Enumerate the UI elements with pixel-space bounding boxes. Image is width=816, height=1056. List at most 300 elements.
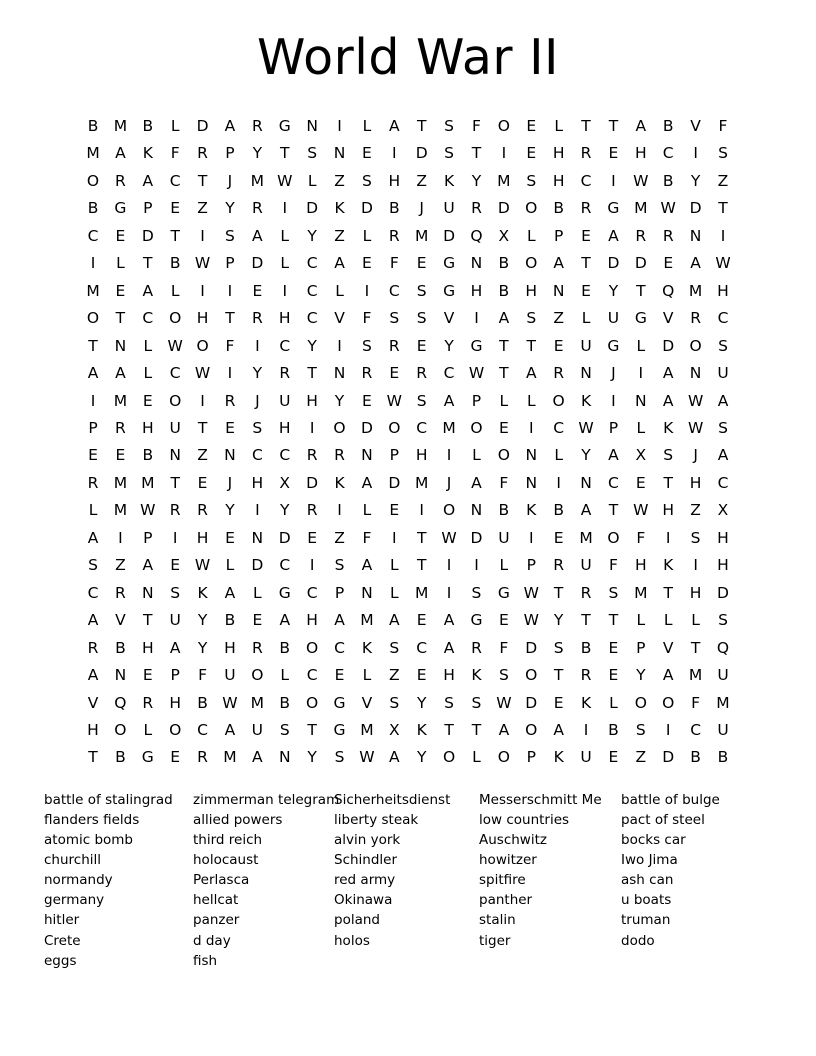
word-list-item[interactable]: truman — [621, 912, 671, 929]
grid-letter[interactable]: K — [361, 638, 372, 657]
grid-letter[interactable]: K — [580, 391, 592, 410]
grid-letter[interactable]: M — [634, 583, 648, 602]
grid-letter[interactable]: A — [142, 556, 154, 575]
grid-letter[interactable]: H — [717, 281, 729, 300]
grid-letter[interactable]: L — [691, 611, 700, 630]
grid-letter[interactable]: C — [197, 720, 208, 739]
grid-letter[interactable]: Z — [690, 501, 701, 520]
grid-letter[interactable]: M — [360, 720, 374, 739]
grid-letter[interactable]: T — [663, 583, 673, 602]
grid-letter[interactable]: R — [115, 171, 126, 190]
grid-letter[interactable]: S — [307, 144, 318, 163]
grid-letter[interactable]: Z — [388, 666, 400, 685]
grid-letter[interactable]: E — [581, 226, 591, 245]
grid-letter[interactable]: M — [223, 748, 237, 767]
grid-letter[interactable]: W — [194, 556, 211, 575]
grid-letter[interactable]: I — [611, 171, 616, 190]
grid-letter[interactable]: E — [142, 666, 153, 685]
grid-letter[interactable]: R — [388, 336, 400, 355]
grid-letter[interactable]: W — [468, 364, 485, 383]
grid-letter[interactable]: E — [416, 336, 427, 355]
grid-letter[interactable]: H — [552, 144, 565, 163]
grid-letter[interactable]: D — [662, 336, 675, 355]
grid-letter[interactable]: L — [335, 281, 344, 300]
grid-letter[interactable]: F — [362, 528, 372, 547]
grid-letter[interactable]: M — [141, 473, 155, 492]
grid-letter[interactable]: A — [334, 254, 345, 273]
word-list-item[interactable]: Okinawa — [334, 892, 393, 909]
grid-letter[interactable]: W — [496, 693, 512, 712]
grid-letter[interactable]: R — [279, 364, 291, 383]
grid-letter[interactable]: A — [717, 446, 729, 465]
grid-letter[interactable]: B — [279, 693, 291, 712]
grid-letter[interactable]: C — [717, 309, 729, 328]
grid-letter[interactable]: P — [225, 144, 235, 163]
grid-letter[interactable]: I — [419, 501, 424, 520]
grid-letter[interactable]: A — [553, 254, 564, 273]
grid-letter[interactable]: N — [689, 226, 702, 245]
grid-letter[interactable]: H — [415, 446, 428, 465]
grid-letter[interactable]: M — [415, 583, 429, 602]
grid-letter[interactable]: Q — [470, 226, 483, 245]
grid-letter[interactable]: H — [552, 171, 565, 190]
grid-letter[interactable]: H — [224, 638, 236, 657]
grid-letter[interactable]: Y — [553, 611, 564, 630]
grid-letter[interactable]: D — [689, 199, 702, 218]
grid-letter[interactable]: B — [87, 117, 99, 135]
grid-letter[interactable]: Z — [334, 226, 345, 245]
grid-letter[interactable]: O — [388, 418, 401, 437]
grid-letter[interactable]: L — [253, 583, 262, 602]
grid-letter[interactable]: E — [608, 748, 619, 767]
grid-letter[interactable]: M — [360, 611, 374, 630]
grid-letter[interactable]: V — [87, 693, 99, 712]
grid-letter[interactable]: P — [143, 199, 153, 218]
grid-letter[interactable]: T — [170, 473, 180, 492]
grid-letter[interactable]: L — [609, 693, 618, 712]
grid-letter[interactable]: L — [362, 501, 372, 520]
grid-letter[interactable]: X — [388, 720, 400, 739]
grid-letter[interactable]: W — [633, 171, 649, 190]
grid-letter[interactable]: E — [389, 364, 400, 383]
grid-letter[interactable]: F — [718, 117, 728, 135]
grid-letter[interactable]: P — [526, 556, 536, 575]
grid-letter[interactable]: T — [307, 720, 317, 739]
grid-letter[interactable]: Z — [334, 528, 345, 547]
word-list-item[interactable]: allied powers — [193, 811, 283, 828]
grid-letter[interactable]: W — [277, 171, 293, 190]
grid-letter[interactable]: D — [141, 226, 154, 245]
grid-letter[interactable]: Q — [662, 281, 675, 300]
grid-letter[interactable]: C — [169, 171, 181, 190]
grid-letter[interactable]: K — [416, 720, 427, 739]
grid-letter[interactable]: A — [662, 666, 674, 685]
grid-letter[interactable]: J — [693, 446, 698, 465]
grid-letter[interactable]: E — [526, 144, 537, 163]
grid-letter[interactable]: E — [142, 391, 153, 410]
grid-letter[interactable]: A — [142, 281, 154, 300]
word-list-item[interactable]: zimmerman telegram — [193, 791, 340, 808]
grid-letter[interactable]: D — [251, 254, 264, 273]
grid-letter[interactable]: G — [497, 583, 510, 602]
grid-letter[interactable]: X — [717, 501, 729, 520]
grid-letter[interactable]: T — [499, 364, 509, 383]
grid-letter[interactable]: D — [388, 473, 401, 492]
grid-letter[interactable]: I — [474, 556, 479, 575]
grid-letter[interactable]: Q — [716, 638, 730, 657]
grid-letter[interactable]: R — [553, 364, 565, 383]
grid-letter[interactable]: C — [87, 226, 99, 245]
grid-letter[interactable]: B — [224, 611, 236, 630]
grid-letter[interactable]: S — [170, 583, 181, 602]
grid-letter[interactable]: O — [169, 309, 182, 328]
grid-letter[interactable]: E — [608, 666, 619, 685]
grid-letter[interactable]: M — [250, 693, 265, 712]
grid-letter[interactable]: M — [86, 281, 100, 300]
grid-letter[interactable]: S — [718, 611, 728, 630]
grid-letter[interactable]: L — [472, 748, 481, 767]
grid-letter[interactable]: Q — [114, 693, 127, 712]
grid-letter[interactable]: G — [607, 336, 620, 355]
grid-letter[interactable]: L — [280, 666, 290, 685]
grid-letter[interactable]: R — [580, 144, 592, 163]
grid-letter[interactable]: K — [471, 666, 482, 685]
grid-letter[interactable]: H — [717, 556, 729, 575]
grid-letter[interactable]: T — [608, 501, 619, 520]
grid-letter[interactable]: I — [200, 281, 205, 300]
grid-letter[interactable]: B — [115, 748, 126, 767]
grid-letter[interactable]: N — [689, 364, 702, 383]
grid-letter[interactable]: I — [392, 528, 397, 547]
grid-letter[interactable]: J — [227, 171, 233, 190]
grid-letter[interactable]: B — [142, 446, 154, 465]
grid-letter[interactable]: P — [143, 528, 153, 547]
grid-letter[interactable]: N — [635, 391, 647, 410]
grid-letter[interactable]: Y — [690, 171, 701, 190]
grid-letter[interactable]: S — [225, 226, 235, 245]
word-list-item[interactable]: Crete — [44, 932, 81, 949]
grid-letter[interactable]: C — [87, 583, 99, 602]
grid-letter[interactable]: E — [581, 281, 591, 300]
grid-letter[interactable]: N — [169, 446, 181, 465]
grid-letter[interactable]: H — [141, 418, 154, 437]
grid-letter[interactable]: I — [90, 391, 96, 410]
grid-letter[interactable]: M — [442, 418, 456, 437]
grid-letter[interactable]: E — [362, 391, 372, 410]
grid-letter[interactable]: E — [416, 254, 427, 273]
grid-letter[interactable]: M — [579, 528, 593, 547]
grid-letter[interactable]: O — [306, 693, 319, 712]
grid-letter[interactable]: O — [497, 748, 510, 767]
grid-letter[interactable]: S — [334, 556, 345, 575]
grid-letter[interactable]: C — [169, 364, 181, 383]
grid-letter[interactable]: U — [580, 748, 592, 767]
grid-letter[interactable]: T — [143, 611, 153, 630]
word-list-item[interactable]: third reich — [193, 832, 263, 849]
grid-letter[interactable]: N — [470, 501, 483, 520]
grid-letter[interactable]: G — [470, 611, 483, 630]
grid-letter[interactable]: Z — [197, 446, 208, 465]
grid-letter[interactable]: R — [251, 309, 263, 328]
grid-letter[interactable]: O — [525, 666, 538, 685]
grid-letter[interactable]: W — [578, 418, 594, 437]
grid-letter[interactable]: O — [634, 693, 647, 712]
grid-letter[interactable]: X — [635, 446, 647, 465]
grid-letter[interactable]: M — [415, 226, 429, 245]
grid-letter[interactable]: C — [306, 583, 318, 602]
grid-letter[interactable]: I — [227, 364, 233, 383]
grid-letter[interactable]: I — [693, 556, 698, 575]
grid-letter[interactable]: H — [717, 528, 729, 547]
grid-letter[interactable]: Z — [416, 171, 427, 190]
grid-letter[interactable]: E — [252, 611, 263, 630]
grid-letter[interactable]: A — [224, 720, 236, 739]
word-list-item[interactable]: low countries — [479, 811, 570, 828]
grid-letter[interactable]: I — [528, 418, 534, 437]
grid-letter[interactable]: M — [415, 473, 429, 492]
grid-letter[interactable]: O — [607, 528, 620, 547]
grid-letter[interactable]: A — [662, 364, 674, 383]
word-list-item[interactable]: spitfire — [479, 872, 526, 889]
word-list-item[interactable]: bocks car — [621, 832, 686, 849]
grid-letter[interactable]: F — [691, 693, 701, 712]
grid-letter[interactable]: I — [528, 528, 534, 547]
grid-letter[interactable]: U — [607, 309, 620, 328]
grid-letter[interactable]: L — [143, 720, 153, 739]
grid-letter[interactable]: B — [279, 638, 291, 657]
grid-letter[interactable]: E — [362, 254, 372, 273]
grid-letter[interactable]: T — [444, 720, 454, 739]
grid-letter[interactable]: P — [389, 446, 399, 465]
grid-letter[interactable]: B — [388, 199, 400, 218]
grid-letter[interactable]: I — [446, 556, 452, 575]
grid-letter[interactable]: N — [552, 281, 565, 300]
grid-letter[interactable]: S — [718, 144, 728, 163]
grid-letter[interactable]: V — [443, 309, 455, 328]
grid-letter[interactable]: A — [608, 446, 619, 465]
grid-letter[interactable]: Z — [553, 309, 564, 328]
grid-letter[interactable]: O — [470, 418, 483, 437]
grid-letter[interactable]: R — [306, 446, 318, 465]
grid-letter[interactable]: K — [334, 199, 345, 218]
grid-letter[interactable]: N — [306, 117, 318, 135]
grid-letter[interactable]: G — [114, 199, 127, 218]
grid-letter[interactable]: L — [499, 556, 509, 575]
grid-letter[interactable]: C — [306, 281, 318, 300]
grid-letter[interactable]: W — [633, 501, 649, 520]
grid-letter[interactable]: U — [443, 199, 455, 218]
grid-letter[interactable]: F — [389, 254, 399, 273]
grid-letter[interactable]: A — [389, 748, 400, 767]
word-list-item[interactable]: normandy — [44, 872, 113, 889]
grid-letter[interactable]: C — [717, 473, 729, 492]
grid-letter[interactable]: J — [255, 391, 260, 410]
grid-letter[interactable]: S — [663, 446, 674, 465]
grid-letter[interactable]: R — [306, 501, 318, 520]
grid-letter[interactable]: B — [580, 638, 592, 657]
grid-letter[interactable]: N — [361, 446, 373, 465]
grid-letter[interactable]: T — [88, 336, 98, 355]
grid-letter[interactable]: W — [523, 611, 539, 630]
grid-letter[interactable]: S — [608, 583, 619, 602]
grid-letter[interactable]: O — [442, 748, 456, 767]
grid-letter[interactable]: D — [525, 638, 538, 657]
grid-letter[interactable]: I — [227, 281, 233, 300]
grid-letter[interactable]: Y — [197, 611, 208, 630]
grid-letter[interactable]: I — [337, 117, 342, 135]
grid-letter[interactable]: I — [200, 226, 205, 245]
word-search-grid[interactable] — [79, 113, 736, 772]
grid-letter[interactable]: A — [87, 666, 99, 685]
grid-letter[interactable]: H — [251, 473, 264, 492]
grid-letter[interactable]: A — [361, 473, 373, 492]
grid-letter[interactable]: R — [224, 391, 236, 410]
grid-letter[interactable]: G — [634, 309, 647, 328]
grid-letter[interactable]: H — [525, 281, 538, 300]
grid-letter[interactable]: E — [170, 556, 181, 575]
grid-letter[interactable]: E — [307, 528, 318, 547]
grid-letter[interactable]: H — [169, 693, 181, 712]
grid-letter[interactable]: A — [142, 171, 154, 190]
grid-letter[interactable]: I — [337, 501, 342, 520]
grid-letter[interactable]: Y — [307, 748, 317, 767]
grid-letter[interactable]: I — [720, 226, 726, 245]
grid-letter[interactable]: S — [389, 309, 400, 328]
grid-letter[interactable]: O — [196, 336, 209, 355]
grid-letter[interactable]: H — [141, 638, 154, 657]
grid-letter[interactable]: T — [690, 638, 701, 657]
grid-letter[interactable]: D — [662, 748, 675, 767]
grid-letter[interactable]: M — [113, 473, 128, 492]
grid-letter[interactable]: F — [636, 528, 646, 547]
grid-letter[interactable]: C — [279, 446, 291, 465]
grid-letter[interactable]: H — [388, 171, 401, 190]
grid-letter[interactable]: L — [554, 117, 563, 135]
grid-letter[interactable]: C — [279, 336, 291, 355]
grid-letter[interactable]: N — [224, 446, 236, 465]
grid-letter[interactable]: J — [227, 473, 233, 492]
grid-letter[interactable]: R — [635, 226, 647, 245]
grid-letter[interactable]: B — [717, 748, 729, 767]
grid-letter[interactable]: I — [172, 528, 178, 547]
grid-letter[interactable]: W — [386, 391, 402, 410]
grid-letter[interactable]: C — [306, 309, 318, 328]
word-list-item[interactable]: alvin york — [334, 832, 401, 849]
word-list-item[interactable]: germany — [44, 892, 105, 909]
word-list-item[interactable]: atomic bomb — [44, 832, 133, 849]
grid-letter[interactable]: Y — [608, 281, 619, 300]
grid-letter[interactable]: I — [611, 391, 616, 410]
word-list-item[interactable]: panzer — [193, 912, 240, 929]
grid-letter[interactable]: U — [717, 720, 729, 739]
grid-letter[interactable]: I — [665, 528, 671, 547]
grid-letter[interactable]: A — [169, 638, 181, 657]
grid-letter[interactable]: O — [497, 446, 510, 465]
grid-letter[interactable]: A — [87, 528, 99, 547]
grid-letter[interactable]: D — [443, 226, 456, 245]
grid-letter[interactable]: B — [115, 638, 126, 657]
grid-letter[interactable]: A — [690, 254, 701, 273]
grid-letter[interactable]: G — [333, 720, 346, 739]
grid-letter[interactable]: P — [88, 418, 98, 437]
word-list-item[interactable]: Messerschmitt Me — [479, 791, 602, 808]
grid-letter[interactable]: A — [87, 611, 99, 630]
grid-letter[interactable]: G — [443, 281, 456, 300]
grid-letter[interactable]: A — [608, 226, 619, 245]
grid-letter[interactable]: T — [225, 309, 235, 328]
grid-letter[interactable]: L — [636, 611, 646, 630]
grid-letter[interactable]: Y — [197, 638, 208, 657]
grid-letter[interactable]: P — [334, 583, 345, 602]
grid-letter[interactable]: F — [499, 473, 509, 492]
grid-letter[interactable]: C — [251, 446, 263, 465]
grid-letter[interactable]: B — [553, 199, 564, 218]
grid-letter[interactable]: K — [526, 501, 537, 520]
grid-letter[interactable]: O — [169, 720, 182, 739]
grid-letter[interactable]: U — [251, 720, 264, 739]
grid-letter[interactable]: L — [170, 117, 180, 135]
grid-letter[interactable]: I — [501, 144, 507, 163]
grid-letter[interactable]: I — [309, 556, 315, 575]
grid-letter[interactable]: B — [498, 501, 510, 520]
grid-letter[interactable]: F — [362, 309, 372, 328]
grid-letter[interactable]: S — [416, 281, 427, 300]
grid-letter[interactable]: I — [474, 309, 479, 328]
grid-letter[interactable]: T — [88, 748, 98, 767]
grid-letter[interactable]: E — [389, 501, 400, 520]
grid-letter[interactable]: T — [416, 117, 427, 135]
grid-letter[interactable]: C — [690, 720, 702, 739]
grid-letter[interactable]: T — [663, 473, 673, 492]
grid-letter[interactable]: E — [526, 117, 537, 135]
grid-letter[interactable]: E — [170, 748, 181, 767]
grid-letter[interactable]: E — [608, 638, 619, 657]
grid-letter[interactable]: H — [306, 391, 318, 410]
grid-letter[interactable]: K — [334, 473, 345, 492]
grid-letter[interactable]: D — [717, 583, 729, 602]
grid-letter[interactable]: T — [718, 199, 728, 218]
grid-letter[interactable]: C — [388, 281, 400, 300]
grid-letter[interactable]: H — [634, 556, 647, 575]
grid-letter[interactable]: O — [251, 666, 264, 685]
grid-letter[interactable]: H — [196, 528, 209, 547]
grid-letter[interactable]: C — [443, 364, 455, 383]
grid-letter[interactable]: E — [115, 281, 126, 300]
grid-letter[interactable]: E — [498, 418, 509, 437]
grid-letter[interactable]: Y — [252, 144, 263, 163]
grid-letter[interactable]: C — [580, 171, 592, 190]
grid-letter[interactable]: R — [580, 583, 592, 602]
word-list-item[interactable]: churchill — [44, 852, 102, 869]
grid-letter[interactable]: W — [523, 583, 539, 602]
grid-letter[interactable]: T — [471, 144, 482, 163]
grid-letter[interactable]: H — [278, 418, 291, 437]
grid-letter[interactable]: C — [142, 309, 154, 328]
grid-letter[interactable]: S — [389, 638, 400, 657]
word-list-item[interactable]: panther — [479, 892, 533, 909]
grid-letter[interactable]: A — [498, 720, 510, 739]
grid-letter[interactable]: S — [444, 144, 454, 163]
grid-letter[interactable]: R — [388, 226, 400, 245]
grid-letter[interactable]: W — [687, 418, 704, 437]
grid-letter[interactable]: O — [552, 391, 565, 410]
grid-letter[interactable]: E — [416, 611, 427, 630]
grid-letter[interactable]: N — [141, 583, 154, 602]
grid-letter[interactable]: N — [333, 144, 346, 163]
grid-letter[interactable]: R — [197, 144, 208, 163]
grid-letter[interactable]: R — [197, 501, 208, 520]
word-list-item[interactable]: pact of steel — [621, 811, 705, 828]
